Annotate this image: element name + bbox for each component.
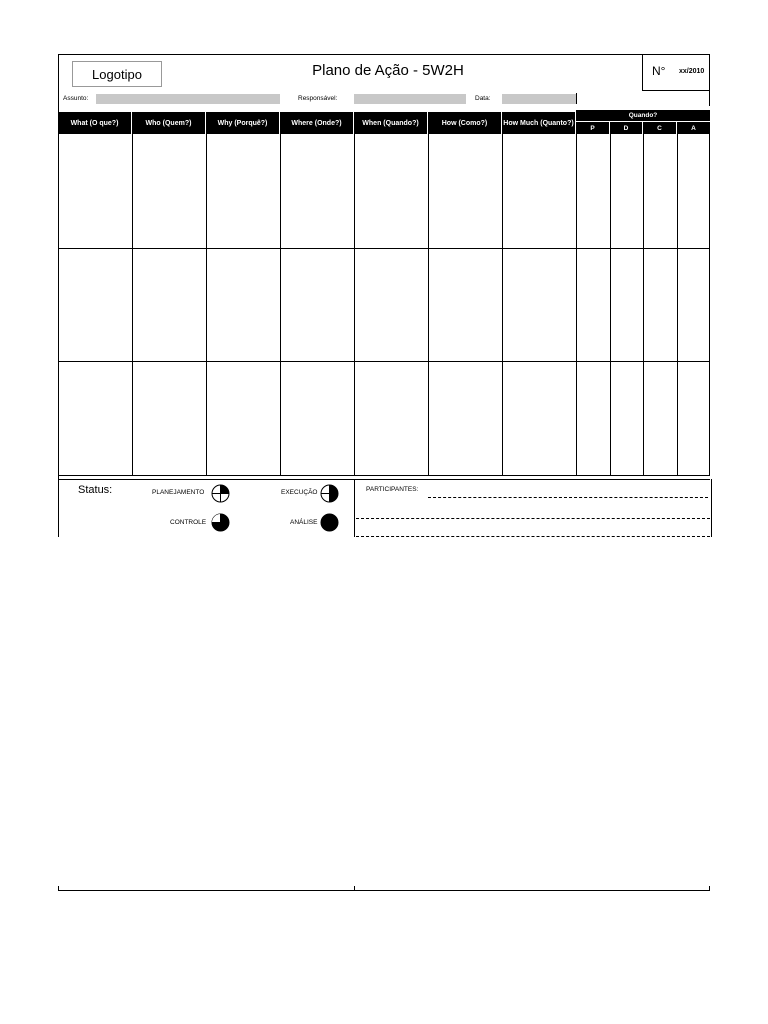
col-header-who: Who (Quem?) — [132, 112, 206, 134]
table-row[interactable] — [58, 361, 710, 475]
frame-top-border — [58, 54, 710, 55]
document-title: Plano de Ação - 5W2H — [312, 62, 464, 79]
status-label: Status: — [78, 484, 113, 496]
legend-analise-label: ANÁLISE — [290, 519, 318, 526]
number-label: N° — [652, 64, 666, 78]
col-header-p: P — [576, 122, 610, 134]
col-header-what: What (O que?) — [58, 112, 132, 134]
subject-label: Assunto: — [63, 95, 89, 102]
responsible-field[interactable] — [354, 94, 466, 104]
table-bottom-border — [58, 475, 710, 476]
bottom-tick — [709, 886, 710, 890]
col-header-how: How (Como?) — [428, 112, 502, 134]
col-header-when: When (Quando?) — [354, 112, 428, 134]
quarter-filled-circle-icon — [211, 484, 230, 503]
logo-label: Logotipo — [92, 66, 142, 82]
responsible-label: Responsável: — [298, 95, 338, 102]
participants-line[interactable] — [428, 497, 708, 498]
participants-label: PARTICIPANTES: — [366, 486, 419, 493]
date-field-end — [576, 93, 577, 104]
number-value: xx/2010 — [679, 68, 705, 75]
col-header-where: Where (Onde?) — [280, 112, 354, 134]
page-bottom-line — [58, 890, 710, 891]
participants-line[interactable] — [356, 518, 710, 519]
logo-placeholder — [72, 61, 162, 87]
col-header-c: C — [643, 122, 677, 134]
date-field[interactable] — [502, 94, 576, 104]
col-header-a: A — [677, 122, 710, 134]
col-header-how-much: How Much (Quanto?) — [502, 112, 576, 134]
three-quarter-filled-circle-icon — [211, 513, 230, 532]
legend-planejamento-label: PLANEJAMENTO — [152, 489, 205, 496]
full-filled-circle-icon — [320, 513, 339, 532]
bottom-tick — [58, 886, 59, 890]
legend-controle-label: CONTROLE — [170, 519, 207, 526]
subject-field[interactable] — [96, 94, 280, 104]
legend-execucao-label: EXECUÇÃO — [281, 489, 318, 496]
table-row[interactable] — [58, 134, 710, 248]
participants-line[interactable] — [356, 536, 710, 537]
bottom-tick — [354, 886, 355, 890]
date-label: Data: — [475, 95, 491, 102]
table-row[interactable] — [58, 248, 710, 361]
col-header-why: Why (Porquê?) — [206, 112, 280, 134]
half-filled-circle-icon — [320, 484, 339, 503]
col-header-d: D — [610, 122, 643, 134]
col-header-quando: Quando? — [576, 110, 710, 121]
